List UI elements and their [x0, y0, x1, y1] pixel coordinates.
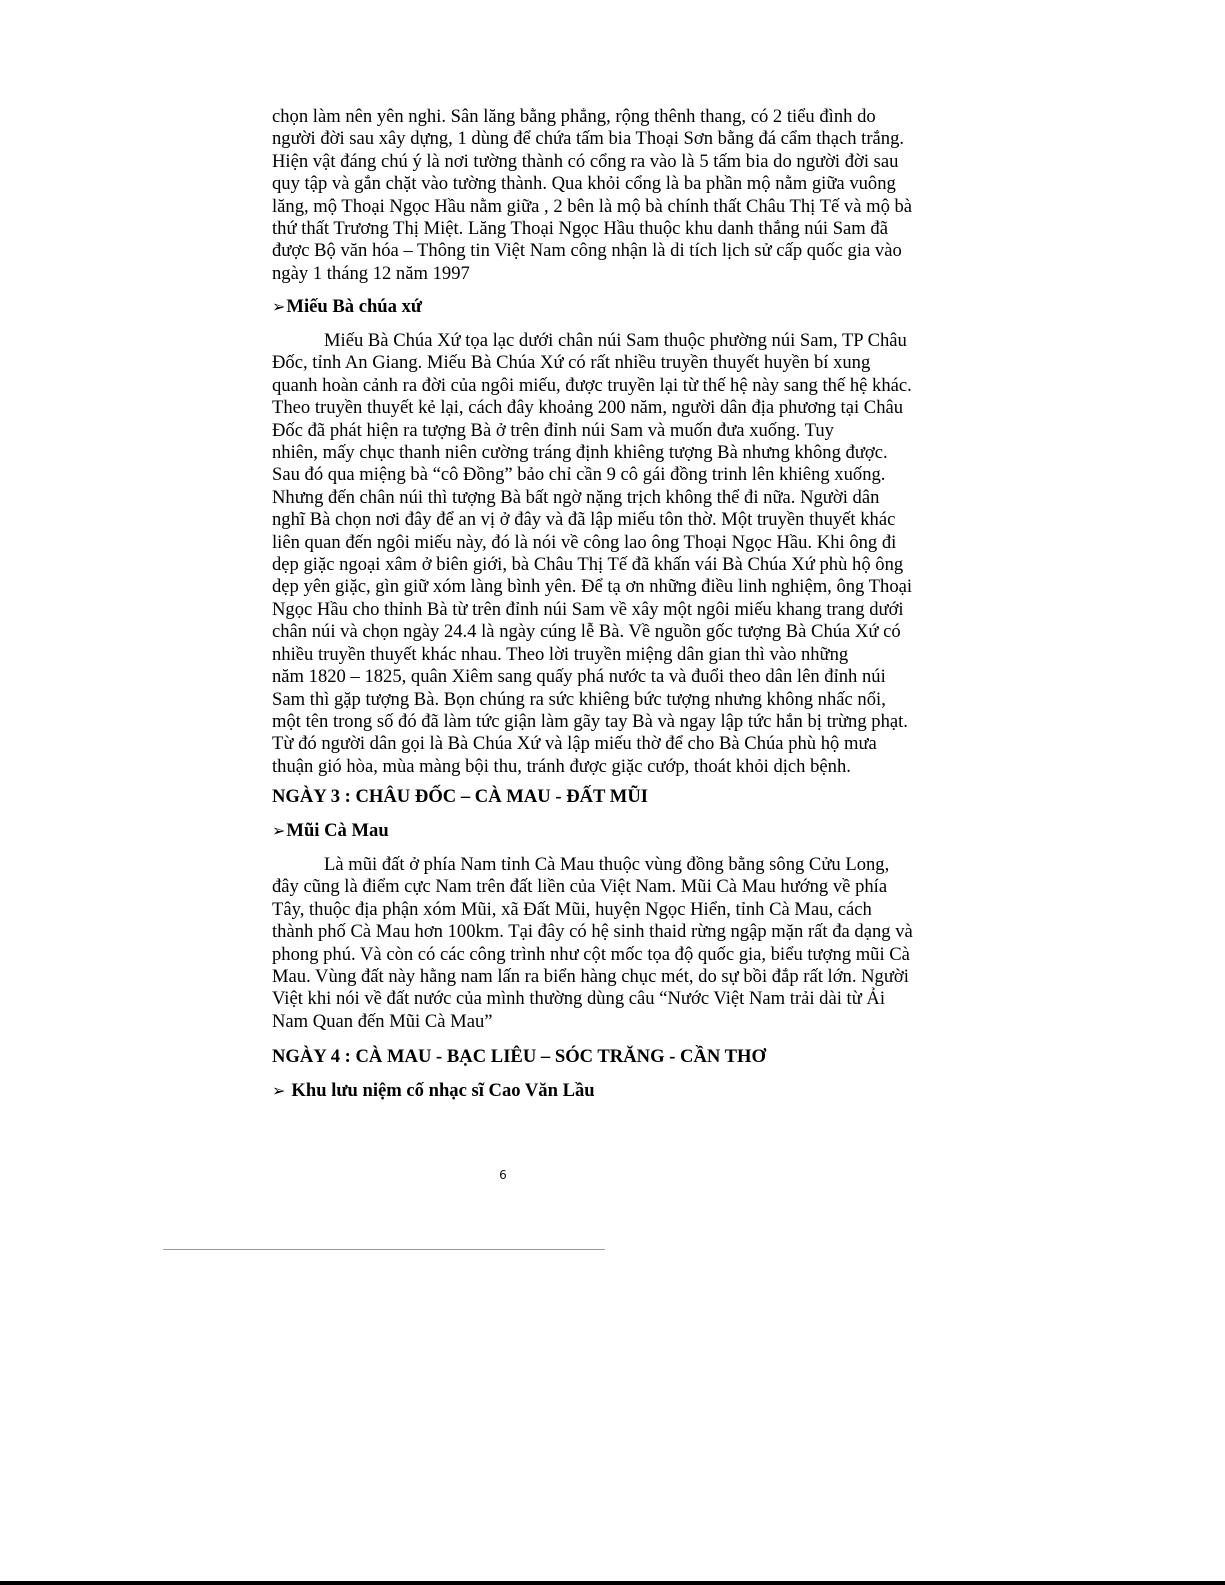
text-line: Miếu Bà Chúa Xứ tọa lạc dưới chân núi Sam thuộc phường núi Sam, TP Châu — [324, 330, 907, 351]
page-bottom-edge — [0, 1581, 1225, 1585]
text-line: thuận gió hòa, mùa màng bội thu, tránh được giặc cướp, thoát khỏi dịch bệnh. — [272, 755, 851, 777]
text-line: người đời sau xây dựng, 1 dùng để chứa tấm bia Thoại Sơn bằng đá cẩm thạch trắng. — [272, 128, 905, 150]
section-heading-text: Mũi Cà Mau — [286, 820, 389, 841]
text-line: Hiện vật đáng chú ý là nơi tường thành có cổng ra vào là 5 tấm bia do người đời sau — [272, 150, 899, 172]
text-line: lăng, mộ Thoại Ngọc Hầu nằm giữa , 2 bên là mộ bà chính thất Châu Thị Tế và mộ bà — [272, 195, 913, 217]
text-line: Sau đó qua miệng bà “cô Đồng” bảo chỉ cần 9 cô gái đồng trinh lên khiêng xuống. — [272, 464, 886, 486]
footer-divider — [163, 1249, 605, 1250]
text-line: dẹp yên giặc, gìn giữ xóm làng bình yên. Để tạ ơn những điều linh nghiệm, ông Thoại — [272, 576, 913, 598]
text-line: nhiên, mấy chục thanh niên cường tráng định khiêng tượng Bà nhưng không được. — [272, 442, 888, 464]
day-4-heading: NGÀY 4 : CÀ MAU - BẠC LIÊU – SÓC TRĂNG - CẦN THƠ — [272, 1046, 766, 1067]
text-line: chọn làm nên yên nghi. Sân lăng bằng phẳng, rộng thênh thang, có 2 tiểu đình do — [272, 106, 876, 127]
text-line: Việt khi nói về đất nước của mình thường dùng câu “Nước Việt Nam trải dài từ Ải — [272, 988, 886, 1010]
text-line: dẹp giặc ngoại xâm ở biên giới, bà Châu Thị Tế đã khấn vái Bà Chúa Xứ phù hộ ông — [272, 554, 904, 576]
section-heading-mui-ca-mau — [272, 820, 389, 842]
text-line: nghĩ Bà chọn nơi đây để an vị ở đây và đã lập miếu tôn thờ. Một truyền thuyết khác — [272, 509, 896, 531]
text-line: được Bộ văn hóa – Thông tin Việt Nam công nhận là di tích lịch sử cấp quốc gia vào — [272, 240, 902, 262]
text-line: phong phú. Và còn có các công trình như cột mốc tọa độ quốc gia, biểu tượng mũi Cà — [272, 943, 910, 965]
day-3-heading: NGÀY 3 : CHÂU ĐỐC – CÀ MAU - ĐẤT MŨI — [272, 786, 648, 807]
text-line: thứ thất Trương Thị Miệt. Lăng Thoại Ngọc Hầu thuộc khu danh thắng núi Sam đã — [272, 218, 888, 240]
text-line: Đốc, tỉnh An Giang. Miếu Bà Chúa Xứ có rất nhiều truyền thuyết huyền bí xung — [272, 352, 871, 374]
text-line: Sam thì gặp tượng Bà. Bọn chúng ra sức khiêng bức tượng nhưng không nhấc nổi, — [272, 688, 886, 710]
section-heading-text: Miếu Bà chúa xứ — [286, 296, 423, 317]
text-line: Ngọc Hầu cho thỉnh Bà từ trên đỉnh núi Sam về xây một ngôi miếu khang trang dưới — [272, 598, 904, 620]
text-line: quanh hoàn cảnh ra đời của ngôi miếu, được truyền lại từ thế hệ này sang thế hệ khác. — [272, 374, 912, 396]
text-line: ngày 1 tháng 12 năm 1997 — [272, 262, 470, 284]
section-heading-mieu-ba-chua-xu — [272, 296, 422, 318]
section-heading-khu-luu-niem — [272, 1080, 595, 1102]
arrow-bullet-icon: ➢ — [272, 1081, 286, 1100]
text-line: chân núi và chọn ngày 24.4 là ngày cúng lễ Bà. Về nguồn gốc tượng Bà Chúa Xứ có — [272, 621, 901, 643]
mui-ca-mau-paragraph — [272, 854, 940, 1033]
text-line: quy tập và gắn chặt vào tường thành. Qua khỏi cổng là ba phần mộ nằm giữa vuông — [272, 173, 896, 195]
text-line: Là mũi đất ở phía Nam tỉnh Cà Mau thuộc vùng đồng bằng sông Cửu Long, — [324, 854, 890, 875]
text-line: Mau. Vùng đất này hằng nam lấn ra biển hàng chục mét, do sự bồi đắp rất lớn. Người — [272, 966, 909, 988]
text-line: Tây, thuộc địa phận xóm Mũi, xã Đất Mũi, huyện Ngọc Hiển, tỉnh Cà Mau, cách — [272, 898, 872, 920]
arrow-bullet-icon: ➢ — [272, 821, 286, 840]
intro-paragraph — [272, 106, 940, 285]
mieu-ba-chua-xu-paragraph — [272, 330, 940, 778]
page-number: 6 — [499, 1168, 507, 1182]
text-line: Đốc đã phát hiện ra tượng Bà ở trên đỉnh núi Sam và muốn đưa xuống. Tuy — [272, 419, 834, 441]
text-line: đây cũng là điểm cực Nam trên đất liền của Việt Nam. Mũi Cà Mau hướng về phía — [272, 876, 888, 898]
text-line: liên quan đến ngôi miếu này, đó là nói về công lao ông Thoại Ngọc Hầu. Khi ông đi — [272, 531, 897, 553]
text-line: Theo truyền thuyết kẻ lại, cách đây khoảng 200 năm, người dân địa phương tại Châu — [272, 397, 904, 419]
text-line: Nam Quan đến Mũi Cà Mau” — [272, 1010, 493, 1032]
text-line: Từ đó người dân gọi là Bà Chúa Xứ và lập miếu thờ để cho Bà Chúa phù hộ mưa — [272, 733, 877, 755]
text-line: thành phố Cà Mau hơn 100km. Tại đây có hệ sinh thaid rừng ngập mặn rất đa dạng và — [272, 921, 913, 943]
text-line: một tên trong số đó đã làm tức giận làm gãy tay Bà và ngay lập tức hắn bị trừng phạt. — [272, 710, 908, 732]
arrow-bullet-icon: ➢ — [272, 297, 286, 316]
text-line: năm 1820 – 1825, quân Xiêm sang quấy phá nước ta và đuổi theo dân lên đỉnh núi — [272, 666, 886, 688]
section-heading-text: Khu lưu niệm cố nhạc sĩ Cao Văn Lầu — [291, 1080, 595, 1101]
text-line: Nhưng đến chân núi thì tượng Bà bất ngờ nặng trịch không thể đi nữa. Người dân — [272, 486, 880, 508]
text-line: nhiều truyền thuyết khác nhau. Theo lời truyền miệng dân gian thì vào những — [272, 643, 849, 665]
